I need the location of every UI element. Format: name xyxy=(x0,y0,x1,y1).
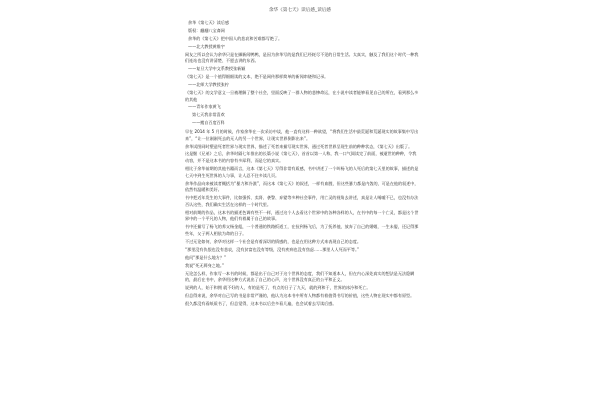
paragraph: 余华的《第七天》把中国人的悲哀和苦难都写绝了。 xyxy=(188,35,283,41)
paragraph: 不过无论如何，余华对这样一个社会是有着深切的情感的，也是在用这种方式来表现自己的态度。 xyxy=(185,238,362,244)
paragraph: 他问“那是什么地方？” xyxy=(185,254,227,260)
paragraph: 但总得来说，余华对自己写的书是非常严谨的，他认为这本书中所有人物都有着值得书写的价值，这些人物在现实中都有原型。 xyxy=(185,293,415,298)
paragraph: “那里没有仇恨也没有悲哀，没有贫富也没有等级，没有疾病也没有焦虑……那里人人死而平等。” xyxy=(185,246,360,252)
paragraph: 余华《第七天》读后感 xyxy=(188,20,229,25)
document-title: 余华《第七天》读后感_读后感 xyxy=(268,8,332,13)
paragraph: 网友之所以会认为余华只是在撷新闻鸭鸭，是因为余华写的是我们已经耗尽不见的日常生活。太真实，触及了我们这个时代一种我们连站也没有讲清楚、不愿去讲的东西。 xyxy=(185,51,419,64)
document-body xyxy=(180,8,420,309)
paragraph: 《第七天》的文学意义一旦被理解了整个社会，里面反映了一群人物的悲惨命运，在小说中读者能够看见自己的所在，看到那么多的其他 xyxy=(185,89,419,102)
paragraph: 相对前期的作品，这本书的描述色调有些不一样，通过这个人去看这个世界中的各种各样的人，在书中的每一个亡灵，都是这个世界中的一个平凡的人物，他们有着属于自己的故事。 xyxy=(185,209,419,222)
paragraph: 早在 2014 年 5 月的时候，作家余华在一次采访中谈，他一直有这样一种欲望，“将我们生活中最荒诞和荒诞现实的故事集中写出来”，“让一位刚刚死去的无人的另一个世界，让现实世界倒影出来”。 xyxy=(185,128,419,141)
paragraph: ——青年作家黄飞 xyxy=(188,104,221,110)
paragraph-list xyxy=(180,20,420,308)
paragraph: 版权：翻翻八宝斋网 xyxy=(188,27,225,33)
paragraph: 我说“死无葬身之地。” xyxy=(185,262,225,268)
paragraph: 余华作品向来被读者概括为“暴力和冷漠”，而这本《第七天》的叙述，一样有血腥，但这些暴力都是内敛的，可是在他的叙述中，依然有温暖和美好。 xyxy=(185,180,419,193)
paragraph: ——搬自百度百科 xyxy=(192,120,225,126)
paragraph: 相比于余华前期的其他书籍而言，这本《第七天》写得非常有质感，书中讲述了一个叫杨飞的人死后的第七天里的故事，描述的是七天中到生死世界的人与事，让人忍不住多读几页。 xyxy=(185,165,419,178)
paragraph: 说到的人，始于和拥 就不好的人，有的是死了，有点的日子了九天，就的到和于，世界的冰冷和死亡。 xyxy=(185,285,371,291)
paragraph: 很久都没有看纸质书了，但总觉得，这本书以后会多看几遍，也会试着去写读后感。 xyxy=(185,300,337,306)
paragraph: ——北大教授黄维宇 xyxy=(188,43,225,49)
paragraph: 这是继《兄弟》之后，余华时隔七年推出的长篇小说《第七天》，首首以第一人称，我一口气阅读完了前面，被逝世的种种，令我动容，并不是这本书的内容有多犀利，而是它的真实。 xyxy=(185,151,417,164)
paragraph: 第七天我非常喜欢 xyxy=(192,112,225,118)
paragraph: 无论怎么样，作家写一本书的时候，都是出于自己对于这个世界的态度，我们不知道本人，但在内心深处真实的想法是无法隐瞒的，最后在书中，余华用这种方式说出了自己的心声，这个世界没有真正的公平和正义。 xyxy=(185,270,415,283)
paragraph: 余华试图同时塑造死者世界与现实世界，描述了死者来描写现实世界，通过死者世界呈现生前的种种状态，《第七天》出版了。 xyxy=(185,143,413,149)
paragraph: 书中还描写了杨飞的养父杨金彪，一个普通的铁路扳道工，在捡到杨飞后，为了抚养他，放弃了自己的婚姻，一生未娶，还记得那些年，父子两人相依为命的日子。 xyxy=(185,224,419,237)
paragraph: ——北师大学教授张柠 xyxy=(188,81,229,87)
paragraph: 书中把近年发生的大事件，比如强拆、卖肾、袭警、弃婴等多种社会事件，用亡灵的视角去讲述，真是让人唏嘘不已，也没有办法否认这些，我们确实生活在这样的一个时代里。 xyxy=(185,195,419,207)
paragraph: 《第七天》是一个值得细细读的文本，绝不是网传那样简单的新闻串烧和记录。 xyxy=(185,74,329,80)
paragraph: ——复旦大学中文系教授张新颖 xyxy=(188,66,246,72)
